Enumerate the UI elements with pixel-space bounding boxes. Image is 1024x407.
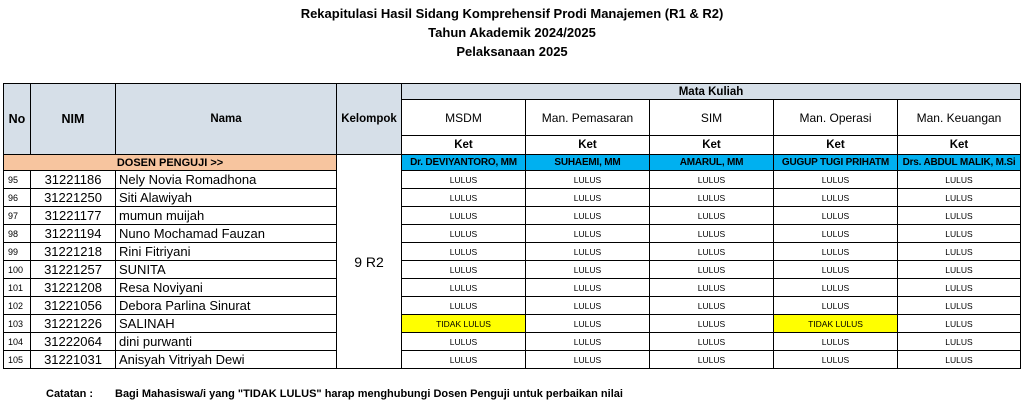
report-title: Rekapitulasi Hasil Sidang Komprehensif Prodi Manajemen (R1 & R2) <box>300 6 724 21</box>
student-nim: 31221250 <box>31 189 116 207</box>
result-cell: LULUS <box>526 225 650 243</box>
result-cell: LULUS <box>526 333 650 351</box>
result-cell: LULUS <box>650 207 774 225</box>
result-cell: LULUS <box>402 261 526 279</box>
result-cell: LULUS <box>774 297 898 315</box>
result-cell: LULUS <box>526 261 650 279</box>
result-cell: LULUS <box>774 261 898 279</box>
table-row <box>4 297 1021 315</box>
student-nim: 31221194 <box>31 225 116 243</box>
results-table <box>3 83 1021 369</box>
examiner-name: GUGUP TUGI PRIHATM <box>774 155 898 171</box>
result-cell: LULUS <box>402 207 526 225</box>
report-title-block <box>0 4 1024 61</box>
student-name: Rini Fitriyani <box>116 243 337 261</box>
ket-header: Ket <box>774 136 898 155</box>
subject-header: Man. Operasi <box>774 100 898 136</box>
student-name: Debora Parlina Sinurat <box>116 297 337 315</box>
result-cell: TIDAK LULUS <box>402 315 526 333</box>
table-row <box>4 171 1021 189</box>
result-cell: LULUS <box>526 189 650 207</box>
student-name: SUNITA <box>116 261 337 279</box>
student-name: Nuno Mochamad Fauzan <box>116 225 337 243</box>
result-cell: LULUS <box>898 207 1021 225</box>
result-cell: LULUS <box>650 279 774 297</box>
result-cell: LULUS <box>898 243 1021 261</box>
result-cell: LULUS <box>774 243 898 261</box>
row-number: 95 <box>4 171 31 189</box>
ket-header: Ket <box>898 136 1021 155</box>
student-nim: 31222064 <box>31 333 116 351</box>
ket-header: Ket <box>526 136 650 155</box>
student-nim: 31221226 <box>31 315 116 333</box>
table-row <box>4 351 1021 369</box>
result-cell: LULUS <box>526 207 650 225</box>
subject-header: Man. Keuangan <box>898 100 1021 136</box>
student-nim: 31221056 <box>31 297 116 315</box>
result-cell: LULUS <box>402 225 526 243</box>
table-row <box>4 243 1021 261</box>
result-cell: LULUS <box>526 171 650 189</box>
subject-header: Man. Pemasaran <box>526 100 650 136</box>
note-text: Bagi Mahasiswa/i yang "TIDAK LULUS" harap menghubungi Dosen Penguji untuk perbaikan nilai <box>115 388 623 400</box>
result-cell: LULUS <box>774 225 898 243</box>
implementation-year: Pelaksanaan 2025 <box>456 44 568 59</box>
kelompok-value: 9 R2 <box>337 155 402 369</box>
result-cell: LULUS <box>774 189 898 207</box>
table-row <box>4 315 1021 333</box>
result-cell: LULUS <box>650 261 774 279</box>
table-row <box>4 333 1021 351</box>
dosen-penguji-label: DOSEN PENGUJI >> <box>4 155 337 171</box>
ket-header: Ket <box>650 136 774 155</box>
result-cell: LULUS <box>774 207 898 225</box>
result-cell: LULUS <box>526 315 650 333</box>
result-cell: LULUS <box>898 351 1021 369</box>
student-name: mumun muijah <box>116 207 337 225</box>
header-no: No <box>4 84 31 155</box>
result-cell: LULUS <box>402 279 526 297</box>
result-cell: LULUS <box>898 171 1021 189</box>
result-cell: LULUS <box>526 243 650 261</box>
row-number: 100 <box>4 261 31 279</box>
examiner-name: Dr. DEVIYANTORO, MM <box>402 155 526 171</box>
row-number: 96 <box>4 189 31 207</box>
student-nim: 31221186 <box>31 171 116 189</box>
student-name: Resa Noviyani <box>116 279 337 297</box>
row-number: 101 <box>4 279 31 297</box>
result-cell: LULUS <box>898 315 1021 333</box>
result-cell: LULUS <box>898 189 1021 207</box>
result-cell: LULUS <box>526 297 650 315</box>
result-cell: LULUS <box>650 243 774 261</box>
row-number: 103 <box>4 315 31 333</box>
header-kelompok: Kelompok <box>337 84 402 155</box>
header-mata-kuliah: Mata Kuliah <box>402 84 1021 100</box>
result-cell: LULUS <box>402 171 526 189</box>
note-label: Catatan : <box>46 388 94 400</box>
result-cell: LULUS <box>898 279 1021 297</box>
result-cell: LULUS <box>650 171 774 189</box>
student-nim: 31221218 <box>31 243 116 261</box>
ket-header: Ket <box>402 136 526 155</box>
student-name: Nely Novia Romadhona <box>116 171 337 189</box>
table-row <box>4 261 1021 279</box>
subject-header: MSDM <box>402 100 526 136</box>
header-nim: NIM <box>31 84 116 155</box>
row-number: 97 <box>4 207 31 225</box>
result-cell: LULUS <box>898 225 1021 243</box>
result-cell: LULUS <box>402 333 526 351</box>
result-cell: LULUS <box>898 261 1021 279</box>
result-cell: LULUS <box>402 189 526 207</box>
row-number: 102 <box>4 297 31 315</box>
table-row <box>4 207 1021 225</box>
row-number: 98 <box>4 225 31 243</box>
table-row <box>4 225 1021 243</box>
student-name: Anisyah Vitriyah Dewi <box>116 351 337 369</box>
result-cell: LULUS <box>774 279 898 297</box>
result-cell: LULUS <box>650 333 774 351</box>
examiner-name: Drs. ABDUL MALIK, M.Si <box>898 155 1021 171</box>
header-nama: Nama <box>116 84 337 155</box>
result-cell: LULUS <box>774 333 898 351</box>
student-name: Siti Alawiyah <box>116 189 337 207</box>
table-row <box>4 189 1021 207</box>
student-nim: 31221177 <box>31 207 116 225</box>
subject-header: SIM <box>650 100 774 136</box>
result-cell: TIDAK LULUS <box>774 315 898 333</box>
academic-year: Tahun Akademik 2024/2025 <box>428 25 596 40</box>
result-cell: LULUS <box>402 297 526 315</box>
result-cell: LULUS <box>650 297 774 315</box>
student-nim: 31221031 <box>31 351 116 369</box>
result-cell: LULUS <box>898 333 1021 351</box>
results-body <box>4 155 1021 369</box>
result-cell: LULUS <box>898 297 1021 315</box>
result-cell: LULUS <box>774 171 898 189</box>
result-cell: LULUS <box>526 351 650 369</box>
result-cell: LULUS <box>650 315 774 333</box>
student-name: SALINAH <box>116 315 337 333</box>
student-nim: 31221208 <box>31 279 116 297</box>
result-cell: LULUS <box>650 225 774 243</box>
result-cell: LULUS <box>650 351 774 369</box>
row-number: 104 <box>4 333 31 351</box>
student-nim: 31221257 <box>31 261 116 279</box>
result-cell: LULUS <box>526 279 650 297</box>
result-cell: LULUS <box>650 189 774 207</box>
table-row <box>4 279 1021 297</box>
row-number: 99 <box>4 243 31 261</box>
result-cell: LULUS <box>402 351 526 369</box>
row-number: 105 <box>4 351 31 369</box>
examiner-name: SUHAEMI, MM <box>526 155 650 171</box>
examiner-name: AMARUL, MM <box>650 155 774 171</box>
result-cell: LULUS <box>402 243 526 261</box>
result-cell: LULUS <box>774 351 898 369</box>
student-name: dini purwanti <box>116 333 337 351</box>
